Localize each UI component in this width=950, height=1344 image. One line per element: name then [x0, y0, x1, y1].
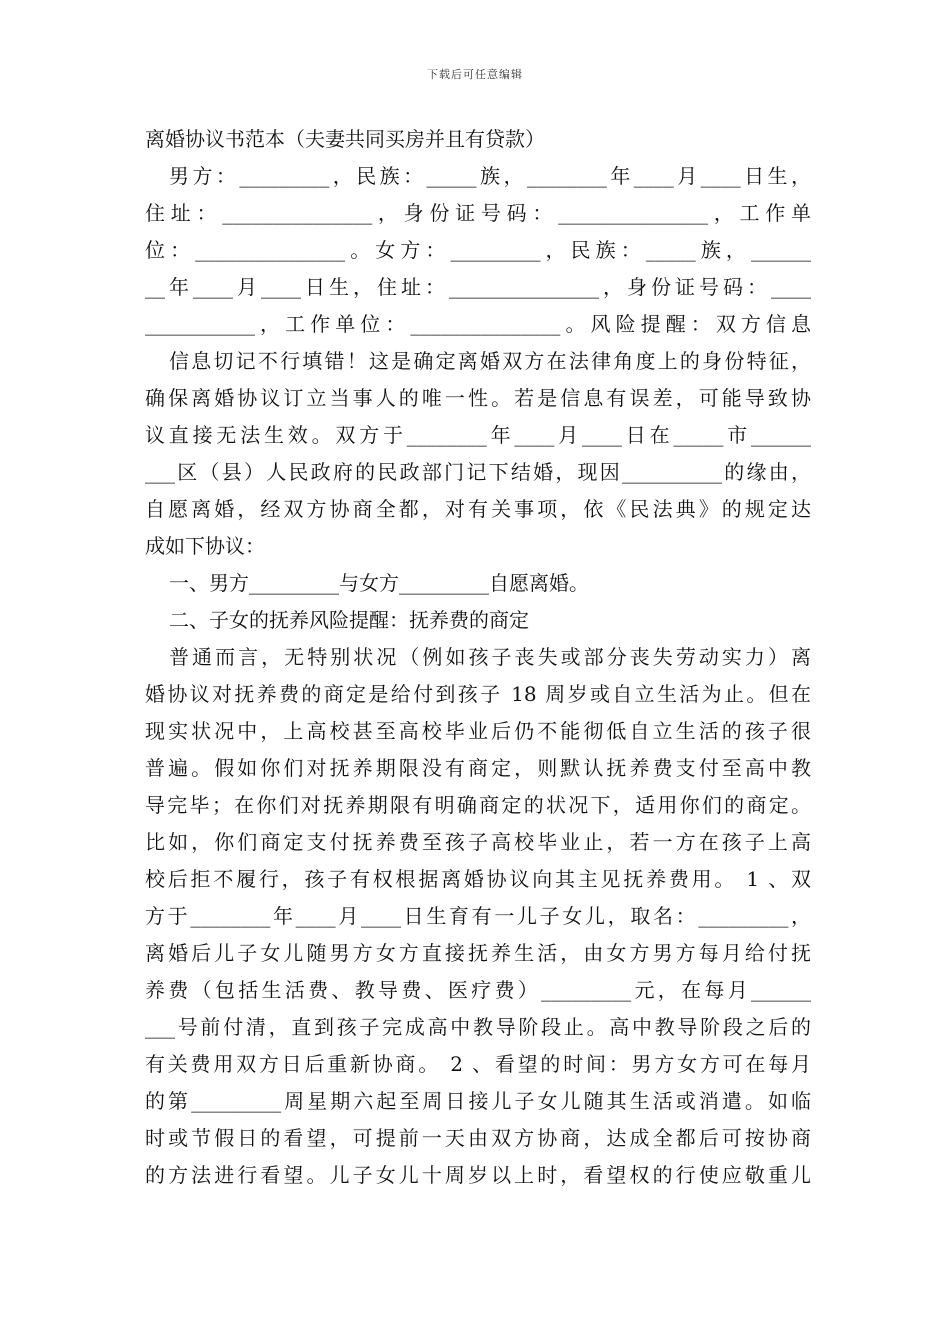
document-line: 普遍。假如你们对抚养期限没有商定，则默认抚养费支付至高中教	[145, 756, 811, 780]
document-line: 男方：_________，民族：_____族，________年____月____日生，	[169, 164, 811, 188]
document-line: 有关费用双方日后重新协商。 2 、看望的时间：男方女方可在每月	[145, 1052, 811, 1076]
document-body	[145, 121, 811, 1194]
document-line: ___________，工作单位：_______________。风险提醒：双方信息	[145, 312, 811, 336]
document-line: 现实状况中，上高校甚至高校毕业后仍不能彻低自立生活的孩子很	[145, 719, 811, 743]
document-line: 一、男方_________与女方_________自愿离婚。	[169, 571, 589, 595]
document-line: 离婚协议书范本（夫妻共同买房并且有贷款）	[145, 127, 545, 151]
document-line: 方于________年____月____日生育有一儿子女儿，取名：_________，	[145, 904, 811, 928]
document-line: ___号前付清，直到孩子完成高中教导阶段止。高中教导阶段之后的	[145, 1015, 811, 1039]
document-line: 自愿离婚，经双方协商全都，对有关事项，依《民法典》的规定达	[145, 497, 811, 521]
document-line: 养费（包括生活费、教导费、医疗费）_________元，在每月______	[145, 978, 811, 1002]
page-header: 下载后可任意编辑	[427, 68, 523, 81]
document-line: 时或节假日的看望，可提前一天由双方协商，达成全都后可按协商	[145, 1126, 811, 1150]
document-line: 成如下协议：	[145, 534, 265, 558]
document-line: 议直接无法生效。双方于________年____月____日在_____市______	[145, 423, 811, 447]
document-line: 校后拒不履行，孩子有权根据离婚协议向其主见抚养费用。 1 、双	[145, 867, 811, 891]
document-line: __年____月____日生，住址：_______________，身份证号码：____	[145, 275, 811, 299]
document-line: ___区（县）人民政府的民政部门记下结婚，现因__________的缘由，	[145, 460, 811, 484]
document-line: 确保离婚协议订立当事人的唯一性。若是信息有误差，可能导致协	[145, 386, 811, 410]
document-line: 的第_________周星期六起至周日接儿子女儿随其生活或消遣。如临	[145, 1089, 811, 1113]
document-line: 普通而言，无特别状况（例如孩子丧失或部分丧失劳动实力）离	[169, 645, 811, 669]
document-line: 导完毕；在你们对抚养期限有明确商定的状况下，适用你们的商定。	[145, 793, 811, 817]
document-line: 婚协议对抚养费的商定是给付到孩子 18 周岁或自立生活为止。但在	[145, 682, 811, 706]
document-line: 的方法进行看望。儿子女儿十周岁以上时，看望权的行使应敬重儿	[145, 1163, 811, 1187]
document-line: 二、子女的抚养风险提醒：抚养费的商定	[169, 608, 529, 632]
document-line: 位：_______________。女方：_________，民族：_____族，______	[145, 238, 811, 262]
document-line: 离婚后儿子女儿随男方女方直接抚养生活，由女方男方每月给付抚	[145, 941, 811, 965]
document-line: 比如，你们商定支付抚养费至孩子高校毕业止，若一方在孩子上高	[145, 830, 811, 854]
document-line: 信息切记不行填错！这是确定离婚双方在法律角度上的身份特征，	[169, 349, 811, 373]
document-line: 住址：_______________，身份证号码：_______________，工作单	[145, 201, 811, 225]
